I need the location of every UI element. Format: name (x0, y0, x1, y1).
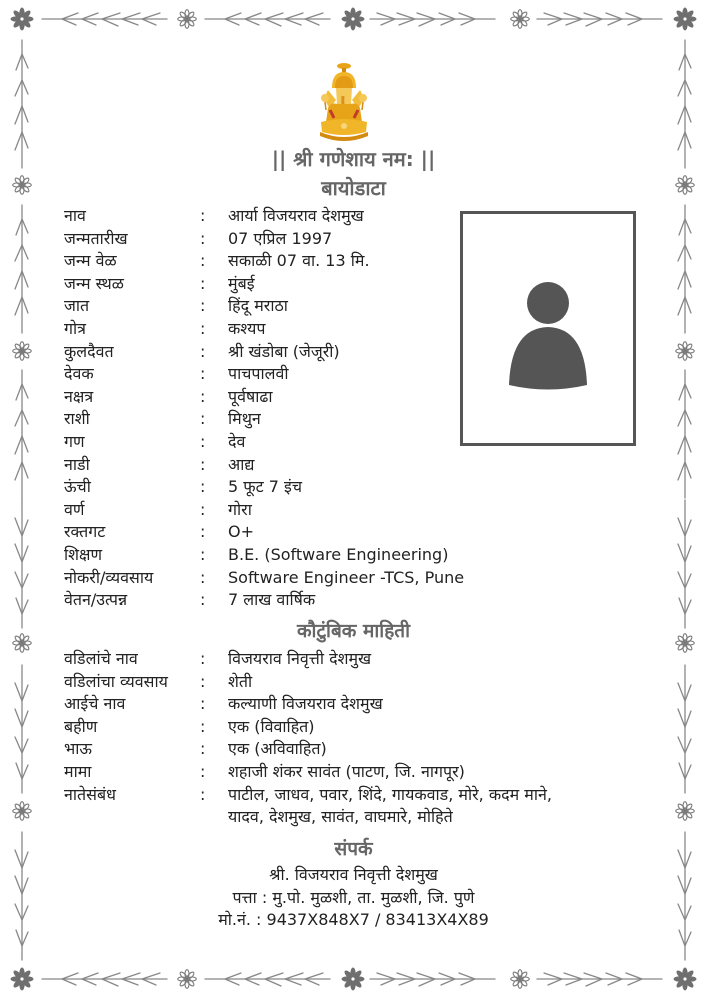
field-label: भाऊ (64, 739, 92, 759)
field-colon: : (200, 431, 206, 451)
field-colon: : (200, 739, 206, 759)
field-label: नातेसंबंध (64, 784, 116, 804)
field-value: कश्यप (228, 318, 266, 338)
field-colon: : (200, 409, 206, 429)
field-value: शहाजी शंकर सावंत (पाटण, जि. नागपूर) (228, 761, 465, 781)
field-value: Software Engineer -TCS, Pune (228, 567, 465, 587)
field-label: जन्मतारीख (64, 228, 128, 248)
field-value: एक (अविवाहित) (228, 739, 327, 759)
field-label: वडिलांचा व्यवसाय (64, 671, 168, 691)
field-value: O+ (228, 522, 254, 542)
field-value: पूर्वषाढा (228, 386, 273, 406)
field-value: कल्याणी विजयराव देशमुख (228, 694, 383, 714)
field-label: वेतन/उत्पन्न (64, 590, 128, 610)
field-value: पाटील, जाधव, पवार, शिंदे, गायकवाड, मोरे, कदम माने, यादव, देशमुख, सावंत, वाघमारे, मोहिते (228, 784, 552, 827)
field-label: रक्तगट (64, 522, 106, 542)
contact-address: पत्ता : मु.पो. मुळशी, ता. मुळशी, जि. पुणे (232, 887, 475, 907)
field-label: गोत्र (64, 318, 86, 338)
field-label: कुलदैवत (64, 341, 114, 361)
field-value: B.E. (Software Engineering) (228, 544, 449, 564)
field-value: 7 लाख वार्षिक (228, 590, 316, 610)
field-colon: : (200, 341, 206, 361)
field-label: नक्षत्र (64, 386, 94, 406)
field-label: राशी (64, 409, 90, 429)
field-label: जन्म स्थळ (64, 273, 124, 293)
field-label: गण (64, 431, 85, 451)
field-colon: : (200, 318, 206, 338)
field-value: मुंबई (228, 273, 255, 293)
field-label: वडिलांचे नाव (64, 649, 138, 668)
field-value: 07 एप्रिल 1997 (228, 228, 333, 248)
field-label: मामा (64, 761, 92, 781)
field-colon: : (200, 386, 206, 406)
field-colon: : (200, 522, 206, 542)
field-label: नाव (64, 206, 86, 225)
field-value: श्री खंडोबा (जेजूरी) (228, 341, 340, 361)
field-value: आद्य (228, 454, 255, 474)
field-label: नाडी (64, 454, 90, 474)
field-colon: : (200, 761, 206, 781)
field-colon: : (200, 671, 206, 691)
field-label: बहीण (64, 716, 98, 736)
field-colon: : (200, 364, 206, 384)
field-colon: : (200, 273, 206, 293)
ganesh-idol-image (318, 60, 370, 142)
field-colon: : (200, 590, 206, 610)
field-colon: : (200, 251, 206, 271)
field-value: शेती (228, 671, 253, 691)
field-label: शिक्षण (64, 544, 103, 564)
user-silhouette-icon (463, 214, 633, 443)
contact-name: श्री. विजयराव निवृत्ती देशमुख (269, 865, 438, 884)
field-label: जात (64, 296, 90, 316)
field-colon: : (200, 454, 206, 474)
contact-section-title: संपर्क (334, 838, 373, 860)
field-colon: : (200, 499, 206, 519)
field-value: 5 फूट 7 इंच (228, 477, 303, 497)
field-value: देव (228, 431, 246, 451)
field-label: वर्ण (64, 499, 85, 519)
photo-frame (460, 211, 636, 446)
field-colon: : (200, 784, 206, 804)
field-colon: : (200, 716, 206, 736)
field-value: पाचपालवी (228, 364, 289, 384)
field-colon: : (200, 544, 206, 564)
mantra-heading: || श्री गणेशाय नम: || (271, 147, 436, 171)
field-value: आर्या विजयराव देशमुख (228, 206, 364, 225)
field-value: विजयराव निवृत्ती देशमुख (228, 649, 372, 668)
field-value: गोरा (228, 499, 252, 519)
field-colon: : (200, 649, 206, 668)
field-colon: : (200, 567, 206, 587)
contact-phone: मो.नं. : 9437X848X7 / 83413X4X89 (218, 910, 489, 929)
field-colon: : (200, 206, 206, 225)
field-value: एक (विवाहित) (228, 716, 315, 736)
field-value: हिंदू मराठा (228, 296, 288, 316)
contact-block (0, 864, 707, 932)
field-colon: : (200, 228, 206, 248)
field-colon: : (200, 694, 206, 714)
field-label: देवक (64, 364, 94, 384)
field-label: नोकरी/व्यवसाय (64, 567, 154, 587)
family-section-title: कौटुंबिक माहिती (296, 620, 411, 642)
field-colon: : (200, 477, 206, 497)
field-colon: : (200, 296, 206, 316)
field-value: सकाळी 07 वा. 13 मि. (228, 251, 370, 271)
field-label: जन्म वेळ (64, 251, 117, 271)
field-label: ऊंची (64, 477, 91, 497)
page-title: बायोडाटा (321, 176, 386, 200)
field-label: आईचे नाव (64, 694, 126, 714)
field-value: मिथुन (228, 409, 261, 429)
